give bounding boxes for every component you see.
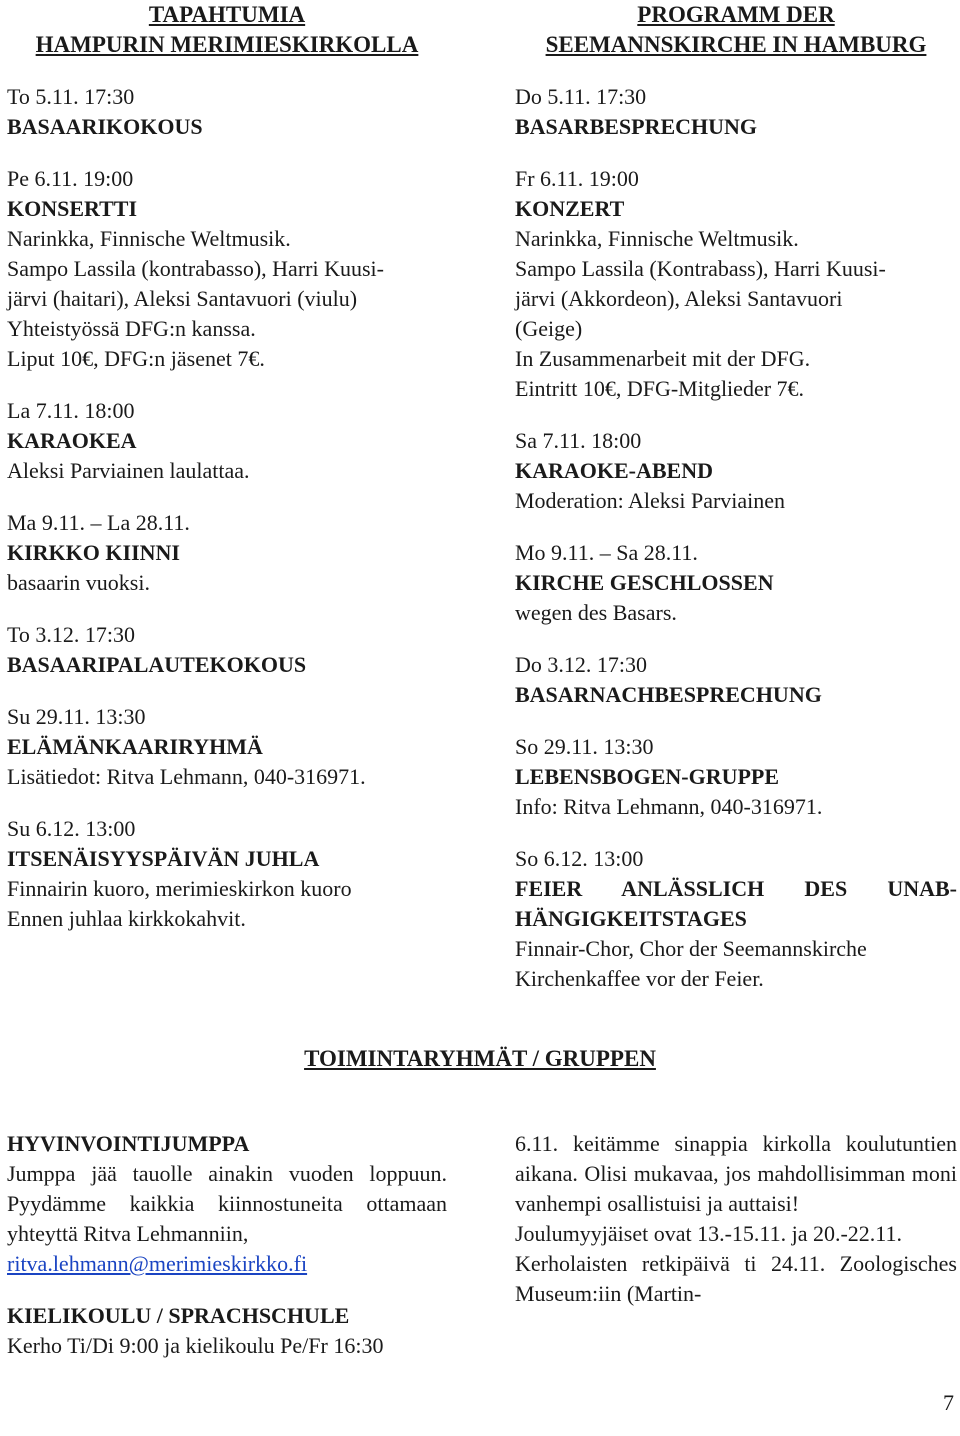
event-detail: (Geige) — [515, 316, 583, 341]
event-detail: Info: Ritva Lehmann, 040-316971. — [515, 794, 823, 819]
event — [515, 164, 957, 404]
event — [7, 620, 447, 680]
event — [515, 844, 957, 994]
email-link[interactable]: ritva.lehmann@merimieskirkko.fi — [7, 1251, 308, 1276]
event-title: BASARBESPRECHUNG — [515, 114, 758, 139]
event-detail: In Zusammenarbeit mit der DFG. — [515, 346, 811, 371]
event-date: Fr 6.11. 19:00 — [515, 166, 639, 191]
groups-heading: TOIMINTARYHMÄT / GRUPPEN — [304, 1046, 656, 1071]
event-title: KIRKKO KIINNI — [7, 540, 180, 565]
event-title: KIRCHE GESCHLOSSEN — [515, 570, 774, 595]
left-column — [7, 0, 447, 934]
event — [7, 82, 447, 142]
event-title: BASAARIPALAUTEKOKOUS — [7, 652, 307, 677]
event-date: Mo 9.11. – Sa 28.11. — [515, 540, 698, 565]
event-title: BASAARIKOKOUS — [7, 114, 203, 139]
event-date: So 29.11. 13:30 — [515, 734, 654, 759]
event-detail: Liput 10€, DFG:n jäsenet 7€. — [7, 346, 265, 371]
event-detail: Finnairin kuoro, merimieskirkon kuoro — [7, 876, 352, 901]
event-date: Do 3.12. 17:30 — [515, 652, 647, 677]
group-paragraph: 6.11. keitämme sinappia kirkolla koulutuntien aikana. Olisi mukavaa, jos mahdollisimman moni vanhempi osallistuisi ja auttaisi! — [515, 1131, 957, 1216]
left-header-line: TAPAHTUMIA — [148, 2, 306, 27]
event-detail: järvi (haitari), Aleksi Santavuori (viulu) — [7, 286, 358, 311]
group-text: Kerho Ti/Di 9:00 ja kielikoulu Pe/Fr 16:30 — [7, 1333, 384, 1358]
event-detail: Moderation: Aleksi Parviainen — [515, 488, 786, 513]
event-title: BASARNACHBESPRECHUNG — [515, 682, 822, 707]
event-date: Su 6.12. 13:00 — [7, 816, 136, 841]
right-header-line: SEEMANNSKIRCHE IN HAMBURG — [545, 32, 927, 57]
event-detail: Lisätiedot: Ritva Lehmann, 040-316971. — [7, 764, 366, 789]
event-title: ELÄMÄNKAARIRYHMÄ — [7, 734, 263, 759]
event-date: To 3.12. 17:30 — [7, 622, 136, 647]
group-title: KIELIKOULU / SPRACHSCHULE — [7, 1303, 350, 1328]
group-paragraph: Kerholaisten retkipäivä ti 24.11. Zoologisches Museum:iin (Martin- — [515, 1251, 957, 1306]
event-date: La 7.11. 18:00 — [7, 398, 135, 423]
event-title: LEBENSBOGEN-GRUPPE — [515, 764, 780, 789]
event — [7, 164, 447, 374]
event-detail: Narinkka, Finnische Weltmusik. — [515, 226, 799, 251]
event-date: Su 29.11. 13:30 — [7, 704, 146, 729]
right-event-list — [515, 82, 957, 994]
right-header-line: PROGRAMM DER — [637, 2, 835, 27]
event-date: Do 5.11. 17:30 — [515, 84, 647, 109]
event-title: KONSERTTI — [7, 196, 138, 221]
event — [7, 396, 447, 486]
groups-left-column — [7, 1129, 447, 1361]
event-detail: Narinkka, Finnische Weltmusik. — [7, 226, 291, 251]
event — [7, 508, 447, 598]
event-title: HÄNGIGKEITSTAGES — [515, 906, 747, 931]
group-text: Jumppa jää tauolle ainakin vuoden loppuun. Pyydämme kaikkia kiinnostuneita ottamaan yhteyttä Ritva Lehmanniin, — [7, 1161, 447, 1246]
event-detail: Eintritt 10€, DFG-Mitglieder 7€. — [515, 376, 805, 401]
event-date: Ma 9.11. – La 28.11. — [7, 510, 190, 535]
event-detail: Sampo Lassila (kontrabasso), Harri Kuusi- — [7, 256, 384, 281]
event-detail: wegen des Basars. — [515, 600, 677, 625]
left-event-list — [7, 82, 447, 934]
event — [515, 538, 957, 628]
event — [7, 814, 447, 934]
event-title: KARAOKE-ABEND — [515, 458, 714, 483]
event — [515, 82, 957, 142]
event-title: FEIER ANLÄSSLICH DES UNAB- — [515, 876, 957, 901]
event-detail: Ennen juhlaa kirkkokahvit. — [7, 906, 246, 931]
groups-right-column — [515, 1129, 957, 1309]
event-date: Sa 7.11. 18:00 — [515, 428, 642, 453]
event-detail: basaarin vuoksi. — [7, 570, 150, 595]
event-detail: Yhteistyössä DFG:n kanssa. — [7, 316, 256, 341]
group-title: HYVINVOINTIJUMPPA — [7, 1131, 250, 1156]
event — [7, 702, 447, 792]
group-paragraph: Joulumyyjäiset ovat 13.-15.11. ja 20.-22.11. — [515, 1221, 902, 1246]
event-title: KARAOKEA — [7, 428, 137, 453]
right-column — [515, 0, 957, 994]
event — [515, 426, 957, 516]
event — [515, 650, 957, 710]
event-detail: järvi (Akkordeon), Aleksi Santavuori — [515, 286, 843, 311]
page-number: 7 — [943, 1390, 954, 1415]
right-header — [515, 0, 957, 60]
event-date: So 6.12. 13:00 — [515, 846, 644, 871]
event-date: To 5.11. 17:30 — [7, 84, 135, 109]
event-detail: Sampo Lassila (Kontrabass), Harri Kuusi- — [515, 256, 886, 281]
event-title: ITSENÄISYYSPÄIVÄN JUHLA — [7, 846, 320, 871]
event-detail: Finnair-Chor, Chor der Seemannskirche — [515, 936, 867, 961]
left-header-line: HAMPURIN MERIMIESKIRKOLLA — [35, 32, 419, 57]
event-detail: Kirchenkaffee vor der Feier. — [515, 966, 764, 991]
event-detail: Aleksi Parviainen laulattaa. — [7, 458, 250, 483]
event-title: KONZERT — [515, 196, 625, 221]
event — [515, 732, 957, 822]
left-header — [7, 0, 447, 60]
event-date: Pe 6.11. 19:00 — [7, 166, 134, 191]
